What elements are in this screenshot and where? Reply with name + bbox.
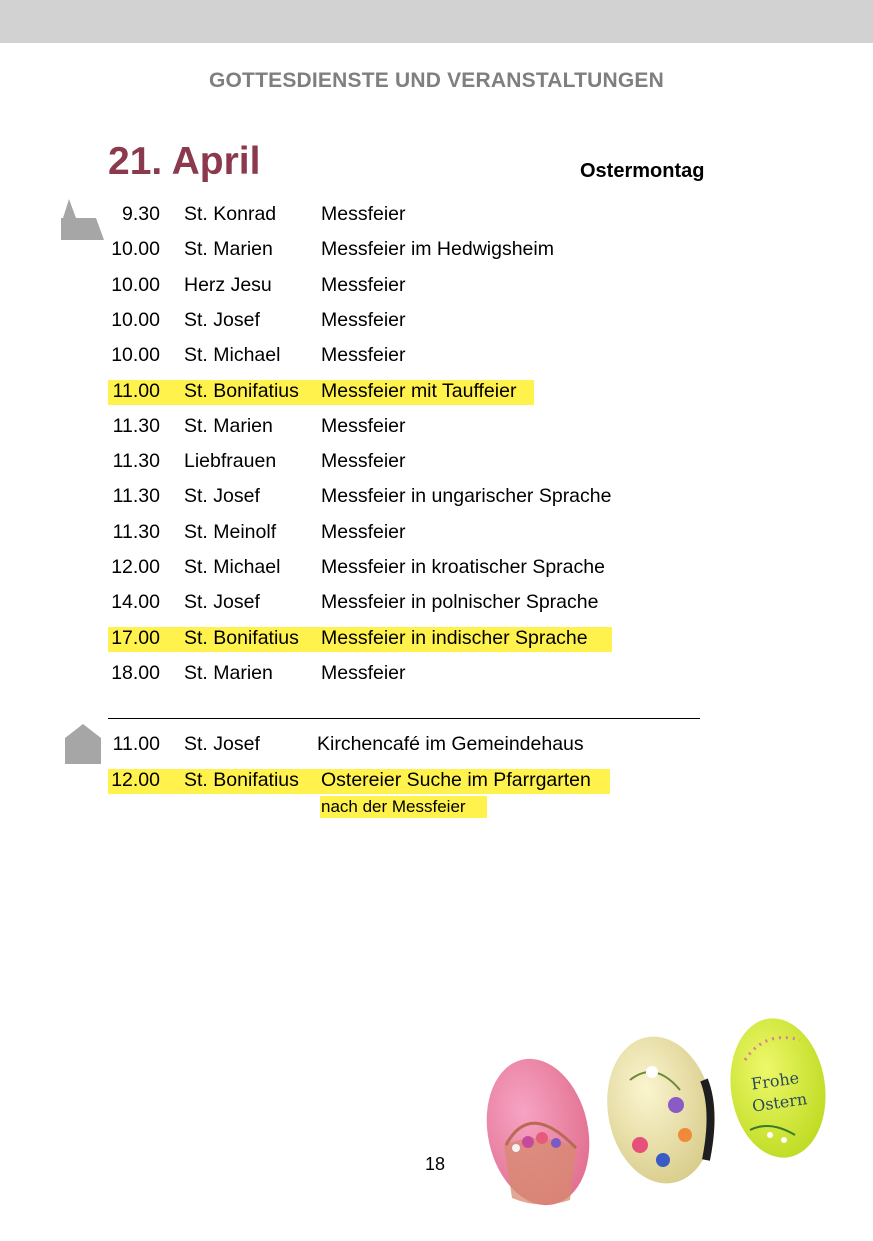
row-time: 18.00 [111, 661, 160, 684]
row-time: 10.00 [111, 238, 160, 261]
row-event: Messfeier in indischer Sprache [321, 626, 588, 649]
row-place: St. Josef [184, 591, 260, 614]
row-event: Messfeier in polnischer Sprache [321, 591, 599, 614]
row-place: St. Michael [184, 556, 281, 578]
row-time: 10.00 [111, 308, 160, 331]
row-place: Herz Jesu [184, 273, 272, 296]
row-time: 12.00 [111, 556, 160, 578]
row-place: St. Marien [184, 238, 273, 261]
row-event: Messfeier [321, 203, 406, 225]
row-time: 10.00 [111, 273, 160, 296]
row-time: 17.00 [111, 626, 160, 649]
row-time: 11.30 [112, 485, 160, 508]
row-time: 11.30 [112, 520, 160, 543]
row-place: Liebfrauen [184, 450, 277, 473]
top-bar [0, 0, 873, 43]
row-place: St. Michael [184, 344, 281, 367]
svg-text:Frohe: Frohe [749, 1068, 801, 1094]
svg-text:Ostern: Ostern [750, 1089, 809, 1116]
row-event: Messfeier [321, 344, 406, 367]
row-event: Messfeier [321, 273, 406, 296]
row-event: Messfeier [321, 661, 406, 684]
row-place: St. Bonifatius [184, 626, 299, 649]
row-place: St. Josef [184, 308, 260, 331]
event-note: nach der Messfeier [321, 797, 466, 816]
row-event: Messfeier [321, 520, 406, 543]
weekday-label: Ostermontag [580, 160, 705, 182]
row-time: 12.00 [111, 768, 160, 791]
row-time: 9.30 [122, 203, 160, 225]
row-place: St. Bonifatius [184, 379, 299, 402]
row-place: St. Marien [184, 661, 273, 684]
section-divider [108, 718, 700, 719]
row-time: 10.00 [111, 344, 160, 367]
page-number: 18 [425, 1154, 446, 1174]
row-event: Messfeier in ungarischer Sprache [321, 485, 612, 508]
row-place: St. Konrad [184, 203, 277, 225]
row-time: 11.00 [112, 733, 160, 755]
date-title: 21. April [108, 140, 261, 183]
row-event: Messfeier [321, 450, 406, 473]
row-place: St. Marien [184, 414, 273, 437]
row-time: 14.00 [111, 591, 160, 614]
row-place: St. Josef [184, 733, 260, 755]
row-event: Ostereier Suche im Pfarrgarten [321, 768, 591, 791]
row-event: Messfeier in kroatischer Sprache [321, 556, 605, 578]
row-event: Messfeier [321, 308, 406, 331]
page-header: GOTTESDIENSTE UND VERANSTALTUNGEN [208, 69, 664, 92]
row-event: Messfeier im Hedwigsheim [321, 238, 554, 261]
church-icon [60, 198, 106, 242]
easter-eggs-image [480, 1010, 840, 1220]
row-place: St. Meinolf [184, 520, 277, 543]
row-event: Messfeier [321, 414, 406, 437]
row-event: Kirchencafé im Gemeindehaus [317, 733, 584, 755]
row-time: 11.00 [112, 379, 160, 402]
row-place: St. Josef [184, 485, 260, 508]
row-time: 11.30 [112, 450, 160, 473]
row-time: 11.30 [112, 414, 160, 437]
row-event: Messfeier mit Tauffeier [321, 379, 517, 402]
row-place: St. Bonifatius [184, 768, 299, 791]
house-icon [64, 723, 102, 765]
